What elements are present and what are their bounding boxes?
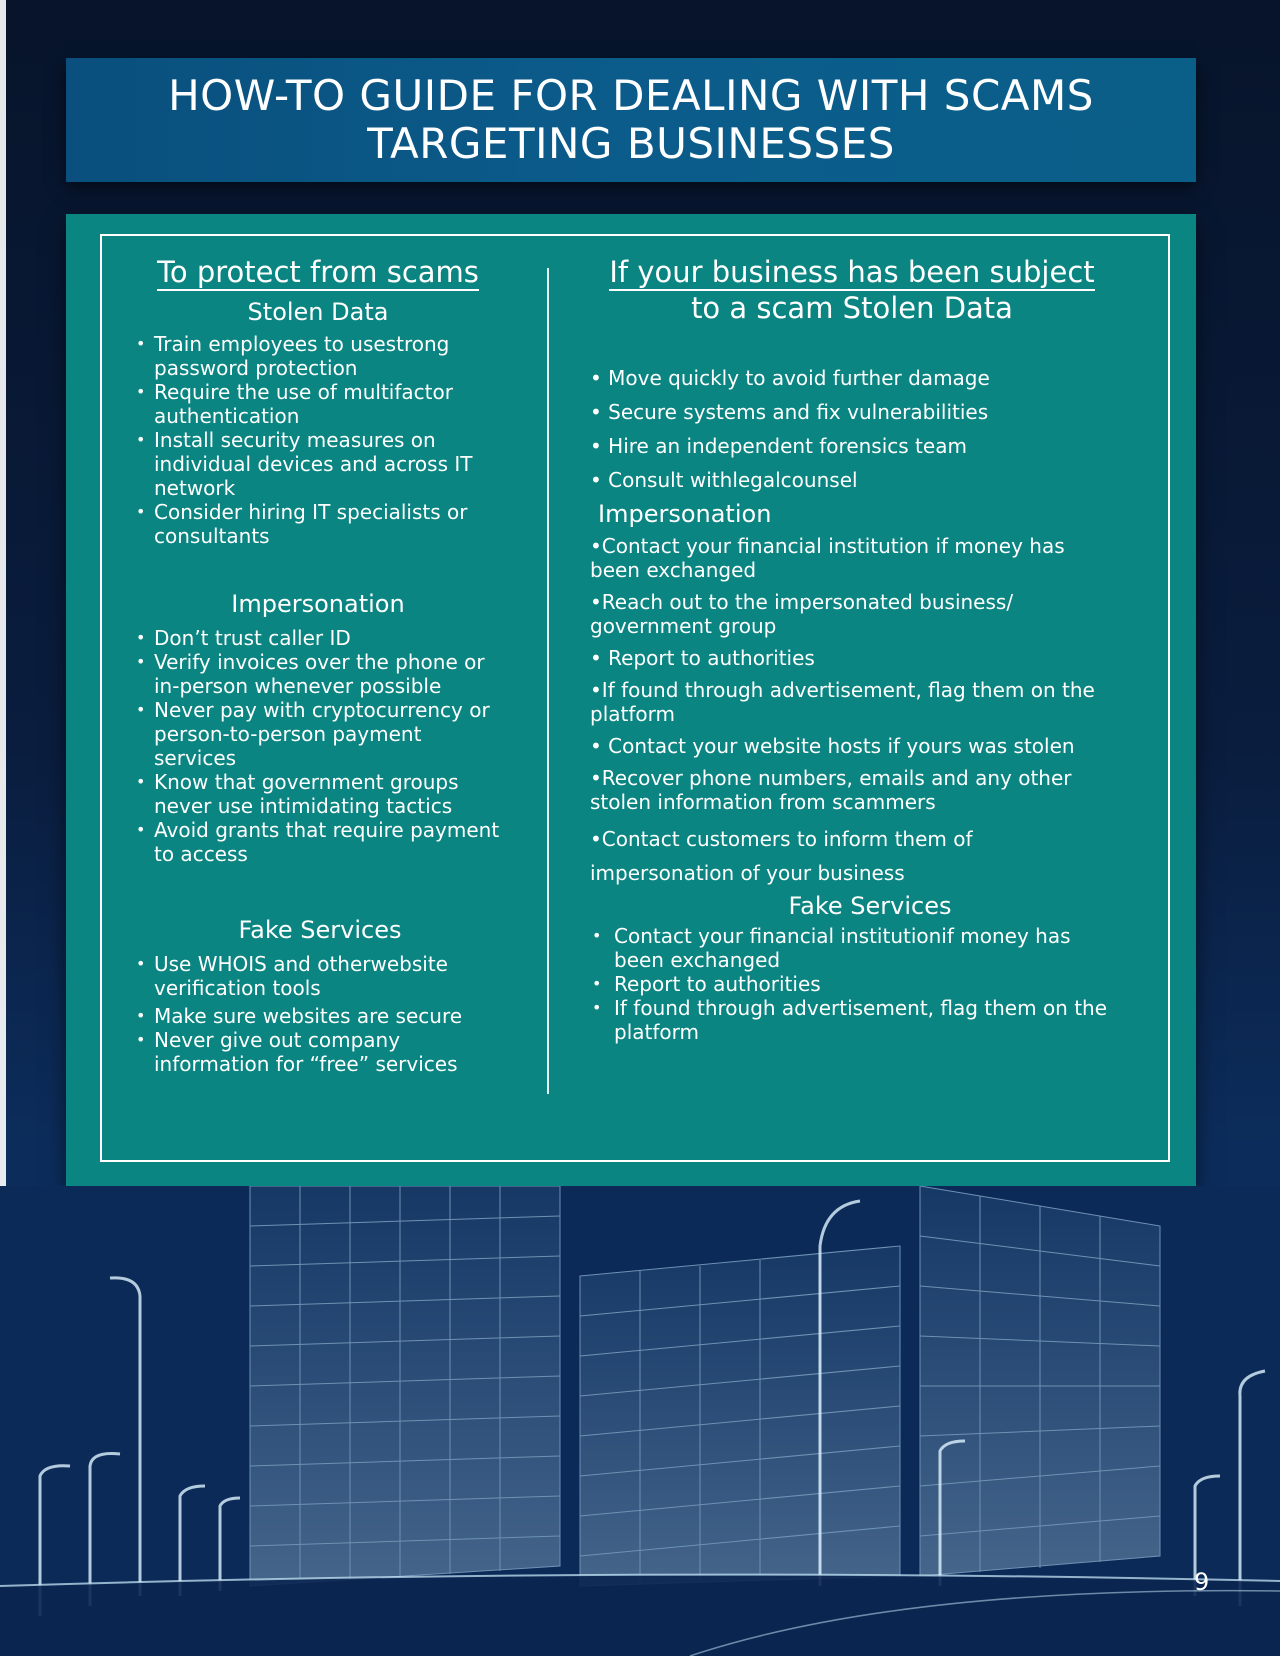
subject-heading xyxy=(582,254,1122,290)
list-item: • Contact your website hosts if yours was stolen xyxy=(590,734,1075,758)
protect-heading-text: To protect from scams xyxy=(157,255,479,289)
list-item: • If found through advertisement, flag them on the platform xyxy=(590,996,1110,1044)
city-wireframe-illustration xyxy=(0,1186,1280,1656)
list-item: •Recover phone numbers, emails and any other stolen information from scammers xyxy=(590,766,1072,814)
right-fake-services-heading: Fake Services xyxy=(788,892,952,920)
list-item: • Avoid grants that require payment to access xyxy=(134,818,506,866)
left-stolen-data-heading: Stolen Data xyxy=(247,298,389,326)
right-impersonation-heading: Impersonation xyxy=(598,500,772,528)
list-item: • Use WHOIS and otherwebsite verification tools xyxy=(134,952,506,1000)
left-impersonation-heading: Impersonation xyxy=(231,590,405,618)
list-item: • Secure systems and fix vulnerabilities xyxy=(590,400,989,424)
right-impersonation-list xyxy=(590,534,1120,890)
list-item: • Consult withlegalcounsel xyxy=(590,468,858,492)
content-panel xyxy=(66,214,1196,1186)
column-divider xyxy=(547,268,549,1094)
list-item: • Don’t trust caller ID xyxy=(134,626,506,650)
protect-column xyxy=(100,254,500,1076)
left-fake-services-heading: Fake Services xyxy=(238,916,402,944)
list-item: • Report to authorities xyxy=(590,972,1110,996)
left-impersonation-list xyxy=(134,626,506,866)
list-item: •Contact your financial institution if money has been exchanged xyxy=(590,534,1065,582)
subject-heading-line1: If your business has been subject xyxy=(609,255,1095,289)
protect-heading xyxy=(136,254,500,290)
page-title: HOW-TO GUIDE FOR DEALING WITH SCAMS TARGETING BUSINESSES xyxy=(168,71,1094,168)
list-item: • Know that government groups never use intimidating tactics xyxy=(134,770,506,818)
list-item: •Reach out to the impersonated business/ government group xyxy=(590,590,1014,638)
list-item: • Never pay with cryptocurrency or person-to-person payment services xyxy=(134,698,506,770)
list-item: • Install security measures on individual devices and across IT network xyxy=(134,428,506,500)
page-number: 9 xyxy=(1194,1568,1210,1596)
list-item: • Contact your financial institutionif money has been exchanged xyxy=(590,924,1110,972)
list-item: • Make sure websites are secure xyxy=(134,1004,506,1028)
list-item: • Never give out company information for “free” services xyxy=(134,1028,506,1076)
list-item: • Hire an independent forensics team xyxy=(590,434,967,458)
list-item: • Verify invoices over the phone or in-person whenever possible xyxy=(134,650,506,698)
right-stolen-data-list xyxy=(590,366,1130,492)
title-banner xyxy=(66,58,1196,182)
list-item: •If found through advertisement, flag them on the platform xyxy=(590,678,1095,726)
list-item: •Contact customers to inform them of impersonation of your business xyxy=(590,827,973,885)
list-item: • Move quickly to avoid further damage xyxy=(590,366,990,390)
list-item: • Require the use of multifactor authentication xyxy=(134,380,506,428)
left-fake-services-list xyxy=(134,952,506,1076)
subject-column xyxy=(590,254,1130,1044)
subject-heading-line2: to a scam Stolen Data xyxy=(691,291,1013,325)
list-item: • Train employees to usestrong password protection xyxy=(134,332,506,380)
list-item: • Consider hiring IT specialists or consultants xyxy=(134,500,506,548)
list-item: • Report to authorities xyxy=(590,646,815,670)
right-fake-services-list xyxy=(590,924,1110,1044)
left-stolen-data-list xyxy=(134,332,506,548)
